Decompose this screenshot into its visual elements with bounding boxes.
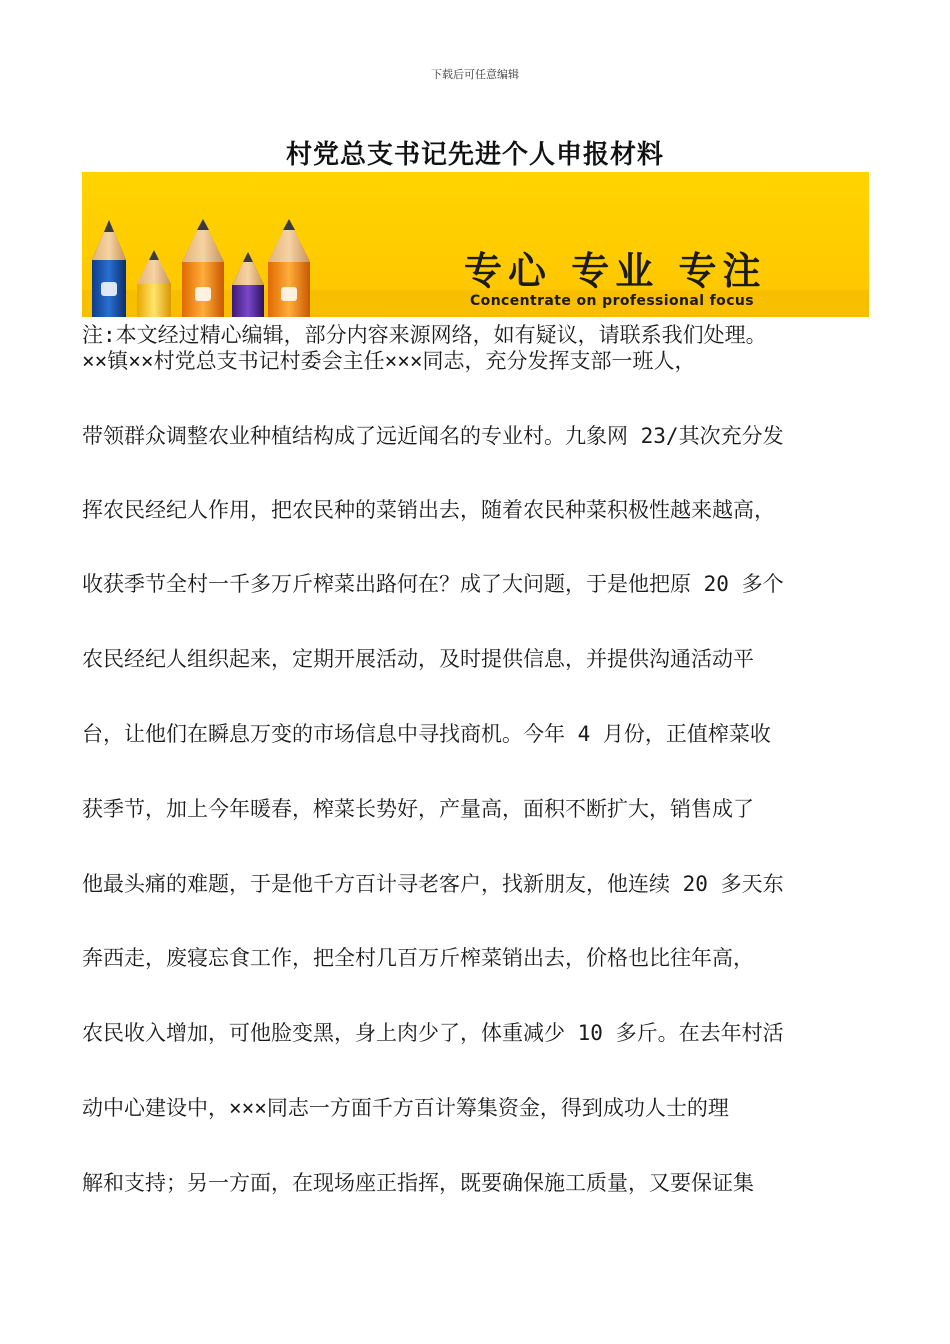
pencil-orange-icon bbox=[182, 219, 224, 317]
pencil-purple-icon bbox=[232, 252, 264, 317]
body-line: ××镇××村党总支书记村委会主任×××同志，充分发挥支部一班人， bbox=[82, 349, 696, 373]
banner-image bbox=[82, 172, 869, 317]
body-line: 解和支持；另一方面，在现场座正指挥，既要确保施工质量，又要保证集 bbox=[82, 1171, 754, 1195]
pencil-orange-icon-2 bbox=[268, 219, 310, 317]
pencil-yellow-icon bbox=[137, 250, 171, 317]
body-line: 农民经纪人组织起来，定期开展活动，及时提供信息，并提供沟通活动平 bbox=[82, 647, 754, 671]
body-line: 带领群众调整农业种植结构成了远近闻名的专业村。九象网 23/其次充分发 bbox=[82, 424, 784, 448]
body-line: 他最头痛的难题，于是他千方百计寻老客户，找新朋友，他连续 20 多天东 bbox=[82, 872, 784, 896]
document-title: 村党总支书记先进个人申报材料 bbox=[285, 140, 664, 170]
body-line: 收获季节全村一千多万斤榨菜出路何在？成了大问题，于是他把原 20 多个 bbox=[82, 572, 784, 596]
pencil-blue-icon bbox=[92, 220, 126, 317]
header-note: 下载后可任意编辑 bbox=[431, 68, 519, 81]
body-line: 奔西走，废寝忘食工作，把全村几百万斤榨菜销出去，价格也比往年高， bbox=[82, 946, 754, 970]
body-line: 台，让他们在瞬息万变的市场信息中寻找商机。今年 4 月份，正值榨菜收 bbox=[82, 722, 771, 746]
editorial-note: 注:本文经过精心编辑，部分内容来源网络，如有疑议，请联系我们处理。 bbox=[82, 323, 767, 347]
body-line: 获季节，加上今年暖春，榨菜长势好，产量高，面积不断扩大，销售成了 bbox=[82, 797, 754, 821]
banner-slogan: 专心 专业 专注 bbox=[464, 249, 767, 293]
body-line: 挥农民经纪人作用，把农民种的菜销出去，随着农民种菜积极性越来越高， bbox=[82, 498, 775, 522]
body-line: 动中心建设中，×××同志一方面千方百计筹集资金，得到成功人士的理 bbox=[82, 1096, 729, 1120]
body-line: 农民收入增加，可他脸变黑，身上肉少了，体重减少 10 多斤。在去年村活 bbox=[82, 1021, 784, 1045]
banner-tagline: Concentrate on professional focus bbox=[470, 293, 754, 309]
